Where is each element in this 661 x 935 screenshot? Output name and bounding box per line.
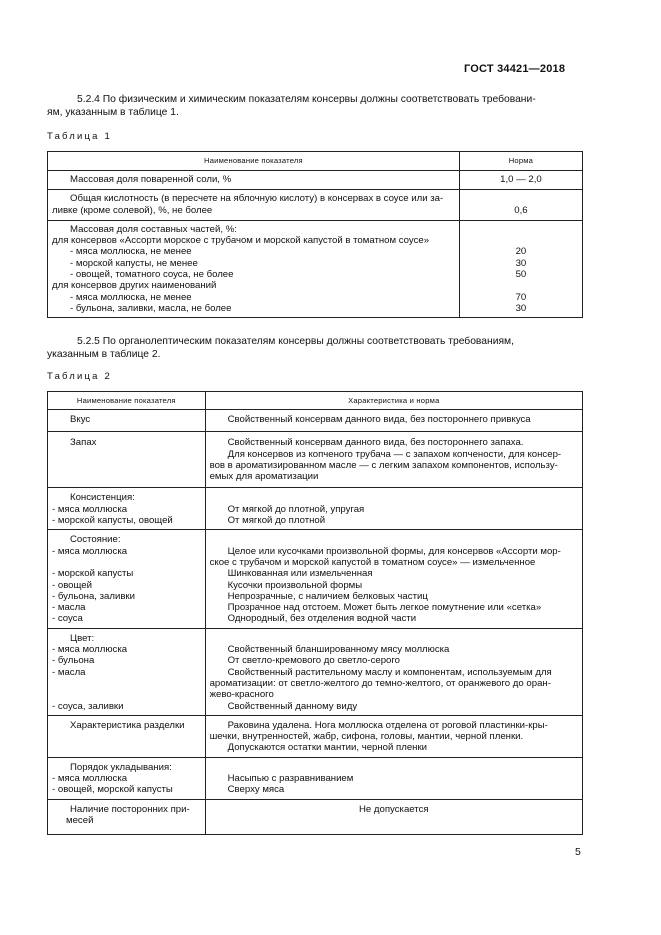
table2-cell-value: Свойственный данному виду: [227, 700, 358, 712]
table1-cell-value: [464, 224, 578, 235]
table2-cell-name: - мяса моллюска: [52, 545, 128, 557]
paragraph-line: 5.2.5 По органолептическим показателям консервы должны соответствовать требованиям,: [77, 336, 514, 347]
table1-header-row: [48, 152, 583, 171]
table2: [47, 391, 583, 835]
table1-cell-value: 20: [515, 246, 527, 258]
paragraph-line: ям, указанным в таблице 1.: [47, 107, 179, 118]
table-row: [48, 757, 583, 799]
table2-header-row: [48, 392, 583, 410]
table2-cell-name: - соуса, заливки: [52, 700, 124, 712]
table2-cell-value: ароматизации: от светло-желтого до темно-желтого, от оранжевого до оран-: [209, 677, 551, 689]
table1-col-header: Наименование показателя: [48, 152, 460, 171]
table1-cell-value: 70: [515, 291, 527, 303]
table1-cell-value: [464, 280, 578, 291]
table1-cell-value: 50: [515, 269, 527, 281]
table2-cell-value: Допускаются остатки мантии, черной пленки: [227, 742, 428, 754]
table1-col-header: Норма: [459, 152, 582, 171]
table2-cell-name: - соуса: [52, 613, 83, 625]
table-row: [48, 190, 583, 221]
table2-cell-value: ское с трубачом и морской капустой в томатном соусе» — измельченное: [209, 556, 536, 568]
page-number: 5: [575, 846, 581, 858]
table-row: [48, 432, 583, 488]
table1-caption: Таблица 1: [47, 131, 112, 142]
table-row: [48, 715, 583, 757]
table1-cell-name: - мяса моллюска, не менее: [70, 246, 192, 258]
table1-cell-name: - мяса моллюска, не менее: [70, 291, 192, 303]
table2-cell-name: Цвет:: [70, 632, 95, 644]
table2-cell-name: [52, 557, 201, 568]
table1-cell-name: для консервов других наименований: [52, 280, 217, 292]
table2-cell-value: Сверху мяса: [227, 784, 285, 796]
table2-cell-value: Прозрачное над отстоем. Может быть легкое помутнение или «сетка»: [227, 602, 542, 614]
table2-cell-value: Свойственный растительному маслу и компонентам, используемым для: [227, 666, 552, 678]
table2-cell-value: Непрозрачные, с наличием белковых частиц: [227, 590, 428, 602]
table2-cell-value: Целое или кусочками произвольной формы, для консервов «Ассорти мор-: [227, 545, 561, 557]
table2-cell-name: - овощей: [52, 579, 93, 591]
table1-cell-value: 1,0 — 2,0: [500, 174, 542, 185]
table1-cell-value: 30: [515, 302, 527, 314]
paragraph-5-2-5: [47, 335, 582, 361]
table2-cell-name: [52, 689, 201, 700]
paragraph-line: 5.2.4 По физическим и химическим показателям консервы должны соответствовать требовани-: [77, 94, 536, 105]
table2-cell-name: Наличие посторонних при-: [70, 803, 190, 815]
table2-cell-value: Раковина удалена. Нога моллюска отделена от роговой пластинки-кры-: [227, 719, 548, 731]
table2-cell-name: - мяса моллюска: [52, 644, 128, 656]
table2-cell-value: Насыпью с разравниванием: [227, 773, 354, 785]
table1-cell-name: ливке (кроме солевой), %, не более: [52, 204, 213, 216]
table-row: [48, 488, 583, 530]
table1-cell-name: для консервов «Ассорти морское с трубачом и морской капустой в томатном соусе»: [52, 235, 430, 247]
table2-cell-name: - морской капусты: [52, 568, 134, 580]
table2-cell-name: - масла: [52, 602, 86, 614]
paragraph-5-2-4: [47, 93, 582, 119]
table2-cell-name: Консистенция:: [70, 492, 135, 504]
table2-cell-name: - мяса моллюска: [52, 773, 128, 785]
table1-cell-value: 0,6: [514, 204, 528, 216]
table1-cell-name: - овощей, томатного соуса, не более: [70, 269, 234, 281]
table2-cell-name: Запах: [70, 437, 97, 449]
table2-cell-value: шечки, внутренностей, жабр, сифона, головы, мантии, черной пленки.: [209, 731, 524, 743]
table2-col-header: Характеристика и норма: [205, 392, 582, 410]
table2-cell-name: - масла: [52, 666, 86, 678]
paragraph-line: указанным в таблице 2.: [47, 349, 161, 360]
table-row: [48, 628, 583, 715]
table2-cell-value: [210, 762, 578, 773]
table2-cell-value: жево-красного: [209, 689, 274, 701]
table2-cell-value: От светло-кремового до светло-серого: [227, 655, 400, 667]
table1-cell-value: [464, 193, 578, 204]
table2-cell-name: [52, 678, 201, 689]
table2-cell-name: - бульона, заливки: [52, 590, 135, 602]
table2-cell-name: месей: [66, 814, 94, 826]
table1: [47, 151, 583, 318]
table1-cell-name: Общая кислотность (в пересчете на яблочную кислоту) в консервах в соусе или за-: [70, 193, 444, 205]
table2-cell-value: Не допускается: [359, 803, 429, 815]
table2-cell-value: емых для ароматизации: [209, 471, 319, 483]
table2-cell-name: - мяса моллюска: [52, 503, 128, 515]
table-row: [48, 410, 583, 432]
table2-cell-name: Состояние:: [70, 534, 121, 546]
table1-cell-name: Массовая доля составных частей, %:: [70, 223, 237, 235]
table2-cell-value: Свойственный консервам данного вида, без постороннего запаха.: [227, 437, 524, 449]
table2-cell-name: Порядок укладывания:: [70, 761, 172, 773]
table1-cell-value: 30: [515, 257, 527, 269]
table2-cell-value: От мягкой до плотной, упругая: [227, 503, 365, 515]
table2-cell-name: - овощей, морской капусты: [52, 784, 173, 796]
table2-cell-value: Свойственный консервам данного вида, без постороннего привкуса: [227, 414, 531, 425]
table-row: [48, 799, 583, 835]
standard-number: ГОСТ 34421—2018: [464, 63, 566, 75]
table2-cell-name: Вкус: [70, 414, 91, 425]
table2-cell-value: Шинкованная или измельченная: [227, 568, 373, 580]
table1-cell-name: Массовая доля поваренной соли, %: [70, 174, 232, 185]
table2-cell-value: вов в ароматизированном масле — с легким запахом компонентов, использу-: [209, 459, 558, 471]
table-row: [48, 220, 583, 317]
table2-col-header: Наименование показателя: [48, 392, 206, 410]
table2-cell-name: - бульона: [52, 655, 95, 667]
table1-cell-value: [464, 235, 578, 246]
table2-cell-value: [210, 633, 578, 644]
table2-cell-name: - морской капусты, овощей: [52, 515, 173, 527]
table2-caption: Таблица 2: [47, 371, 112, 382]
table2-cell-value: Для консервов из копченого трубача — с запахом копчености, для консер-: [227, 448, 562, 460]
table-row: [48, 171, 583, 190]
table2-cell-value: От мягкой до плотной: [227, 515, 326, 527]
table2-cell-value: [210, 534, 578, 545]
table2-cell-value: Кусочки произвольной формы: [227, 579, 363, 591]
table1-cell-name: - бульона, заливки, масла, не более: [70, 302, 232, 314]
table-row: [48, 530, 583, 628]
table2-cell-name: Характеристика разделки: [70, 719, 185, 731]
table1-cell-name: - морской капусты, не менее: [70, 257, 198, 269]
table2-cell-value: Свойственный бланшированному мясу моллюска: [227, 644, 450, 656]
table2-cell-value: [210, 492, 578, 503]
table2-cell-value: Однородный, без отделения водной части: [227, 613, 417, 625]
